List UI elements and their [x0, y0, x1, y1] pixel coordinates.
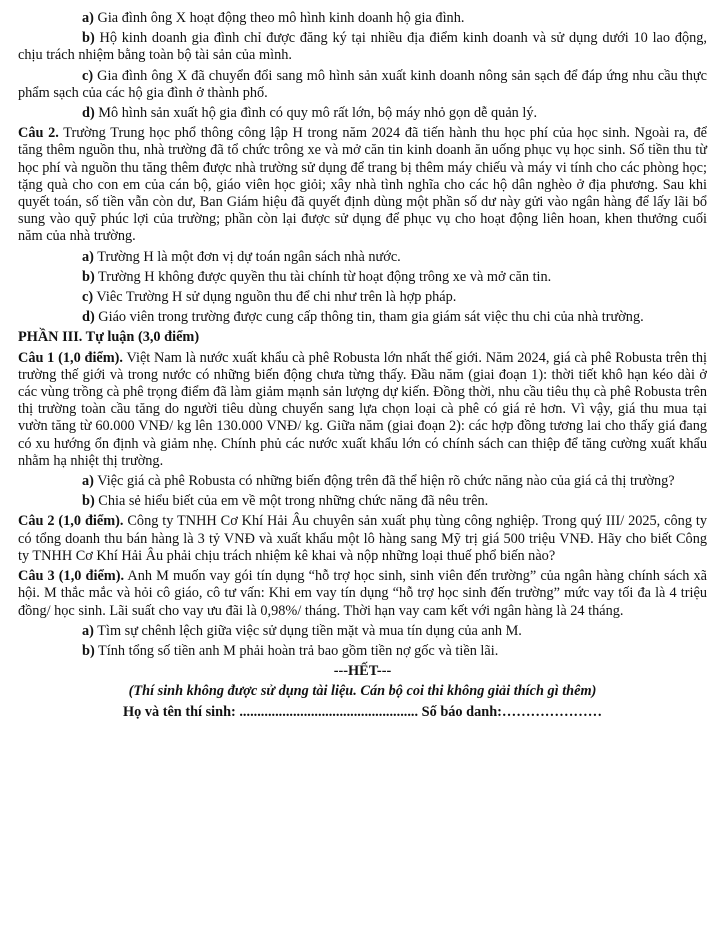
section-heading: PHẦN III. Tự luận (3,0 điểm) [18, 329, 200, 346]
essay-question-3 [18, 568, 707, 620]
question-label: Câu 2 (1,0 điểm). [18, 513, 124, 530]
item-2a [18, 249, 707, 266]
item-text: Hộ kinh doanh gia đình chỉ được đăng ký tại nhiều địa điểm kinh doanh và sử dụng dưới 10 lao động, chịu trách nhiệm bằng toàn bộ tài sản của mình. [18, 30, 707, 64]
item-text: Tính tổng số tiền anh M phải hoàn trả bao gồm tiền nợ gốc và tiền lãi. [94, 642, 499, 659]
item-label: a) [82, 473, 94, 490]
essay-3a [18, 623, 707, 640]
item-text: Gia đình ông X đã chuyển đổi sang mô hình sản xuất kinh doanh nông sản sạch để đáp ứng nhu cầu thực phẩm sạch của các hộ gia đình ở thành phố. [18, 67, 707, 101]
essay-1b [18, 493, 707, 510]
question-label: Câu 1 (1,0 điểm). [18, 349, 124, 366]
item-text: Gia đình ông X hoạt động theo mô hình kinh doanh hộ gia đình. [93, 10, 465, 26]
item-text: Chia sẻ hiểu biết của em về một trong những chức năng đã nêu trên. [94, 493, 489, 510]
question-text: Anh M muốn vay gói tín dụng “hỗ trợ học sinh, sinh viên đến trường” của ngân hàng chính sách xã hội. M thắc mắc và hỏi cô giáo, cô tư vấn: Khi em vay tín dụng “hỗ trợ học sinh đến trường” mức vay tối đa là 4 triệu đồng/ học sinh. Lãi suất cho vay ưu đãi là 0,98%/ tháng. Thời hạn vay cam kết với ngân hàng là 24 tháng. [18, 568, 707, 619]
question-label: Câu 3 (1,0 điểm). [18, 568, 125, 585]
item-label: a) [82, 10, 94, 26]
item-label: d) [82, 309, 95, 326]
item-text: Tìm sự chênh lệch giữa việc sử dụng tiền mặt và mua tín dụng của anh M. [93, 622, 522, 639]
essay-1a [18, 473, 707, 490]
item-1c [18, 68, 707, 102]
item-label: b) [82, 268, 95, 285]
item-2d [18, 309, 707, 326]
question-text: Trường Trung học phổ thông công lập H trong năm 2024 đã tiến hành thu học phí của học sinh. Ngoài ra, để tăng thêm nguồn thu, nhà trường đã tổ chức trông xe và mở căn tin kinh doanh ăn uống phục vụ học sinh. Số tiền thu từ học phí và nguồn thu tăng thêm được nhà trường sử dụng để trang bị thêm máy chiếu và máy vi tính cho các phòng học; tặng quà cho con em của cán bộ, giáo viên học giỏi; xây nhà tình nghĩa cho các hộ dân nghèo ở địa phương. Sau khi quyết toán, số tiền vẫn còn dư, Ban Giám hiệu đã quyết định dùng một phần số dư này gửi vào ngân hàng để lấy lãi bổ sung vào quỹ phúc lợi của trường; phần còn lại được sử dụng để phục vụ cho hoạt động liên hoan, khen thưởng cuối năm của nhà trường. [18, 125, 707, 245]
essay-question-2 [18, 513, 707, 565]
candidate-info-line: Họ và tên thí sinh: .................................................. Số báo danh:………………… [122, 703, 602, 720]
item-text: Trường H là một đơn vị dự toán ngân sách nhà nước. [93, 248, 401, 265]
item-1a [18, 10, 707, 27]
essay-3b [18, 643, 707, 660]
item-label: a) [82, 622, 94, 639]
question-text: Công ty TNHH Cơ Khí Hải Âu chuyên sản xuất phụ tùng công nghiệp. Trong quý III/ 2025, công ty có tổng doanh thu bán hàng là 3 tỷ VNĐ và xuất khẩu một lô hàng sang Mỹ trị giá 500 triệu VNĐ. Hãy cho biết Công ty TNHH Cơ Khí Hải Âu phải chịu trách nhiệm kê khai và nộp những loại thuế phổ biến nào? [18, 513, 707, 564]
item-label: d) [82, 105, 95, 122]
question-label: Câu 2. [18, 125, 59, 142]
end-marker: ---HẾT--- [333, 663, 392, 680]
question-text: Việt Nam là nước xuất khẩu cà phê Robusta lớn nhất thế giới. Năm 2024, giá cà phê Robusta trên thị trường thế giới và trong nước có những biến động chưa từng thấy. Đầu năm (giai đoạn 1): thời tiết khô hạn kéo dài ở các vùng trồng cà phê trọng điểm đã làm giảm mạnh sản lượng dự kiến. Đồng thời, nhu cầu tiêu thụ cà phê Robusta trên thị trường toàn cầu tăng do người tiêu dùng chuyển sang lựa chọn loại cà phê có giá rẻ hơn. Vì vậy, giá thu mua tại vườn tăng từ 60.000 VNĐ/ kg lên 130.000 VNĐ/ kg. Giữa năm (giai đoạn 2): các hợp đồng tương lai cho thấy giá đang có xu hướng ổn định và giảm nhẹ. Chính phủ các nước xuất khẩu lớn có chính sách can thiệp để tăng cường xuất khẩu nhằm hạ nhiệt thị trường. [18, 349, 707, 469]
item-text: Viêc Trường H sử dụng nguồn thu để chi như trên là hợp pháp. [93, 289, 457, 306]
item-2c [18, 289, 707, 306]
item-2b [18, 269, 707, 286]
item-label: c) [82, 67, 94, 84]
item-label: b) [82, 493, 95, 510]
item-label: b) [82, 30, 95, 47]
item-text: Mô hình sản xuất hộ gia đình có quy mô rất lớn, bộ máy nhỏ gọn dễ quản lý. [94, 105, 538, 122]
item-text: Trường H không được quyền thu tài chính từ hoạt động trông xe và mở căn tin. [94, 268, 552, 285]
item-1d [18, 105, 707, 122]
item-label: a) [82, 248, 94, 265]
item-text: Giáo viên trong trường được cung cấp thông tin, tham gia giám sát việc thu chi của nhà trường. [94, 309, 644, 326]
item-label: b) [82, 642, 95, 659]
essay-question-1 [18, 350, 707, 470]
item-text: Việc giá cà phê Robusta có những biến động trên đã thể hiện rõ chức năng nào của giá cả thị trường? [93, 473, 675, 490]
exam-note: (Thí sinh không được sử dụng tài liệu. Cán bộ coi thi không giải thích gì thêm) [128, 683, 597, 700]
question-2-stem [18, 125, 707, 245]
item-label: c) [82, 289, 94, 306]
item-1b [18, 30, 707, 64]
